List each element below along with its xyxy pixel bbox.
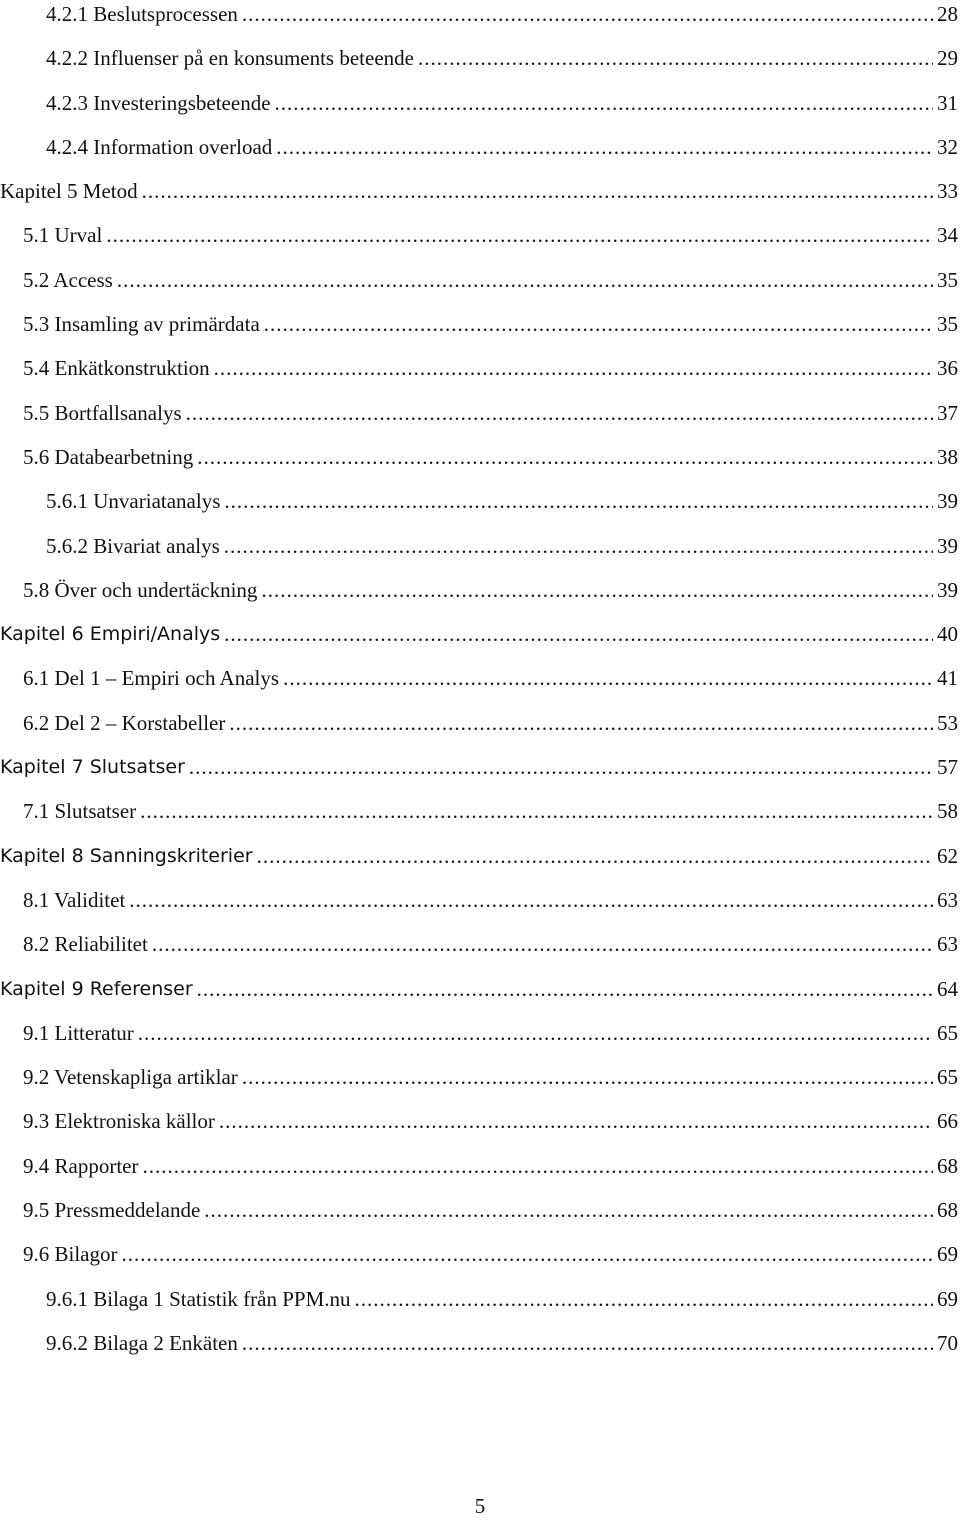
toc-entry-title: 9.6.1 Bilaga 1 Statistik från PPM.nu — [46, 1286, 351, 1311]
toc-entry[interactable] — [0, 346, 960, 390]
toc-entry-page: 58 — [937, 799, 958, 824]
toc-chapter[interactable] — [0, 967, 960, 1011]
toc-entry-page: 35 — [937, 267, 958, 292]
toc-entry-title: 5.1 Urval — [23, 223, 103, 248]
toc-entry-title: 7.1 Slutsatser — [23, 799, 137, 824]
dot-leader — [152, 922, 933, 966]
toc-entry-page: 68 — [937, 1198, 958, 1223]
toc-entry-title: 5.6.2 Bivariat analys — [46, 533, 220, 558]
dot-leader — [229, 701, 933, 745]
toc-entry-title: 5.8 Över och undertäckning — [23, 577, 258, 602]
toc-entry-title: 6.1 Del 1 – Empiri och Analys — [23, 666, 280, 691]
dot-leader — [122, 1232, 934, 1276]
toc-entry[interactable] — [0, 568, 960, 612]
toc-entry[interactable] — [0, 1321, 960, 1365]
toc-entry[interactable] — [0, 701, 960, 745]
toc-entry-page: 57 — [937, 755, 958, 780]
toc-entry-title: Kapitel 5 Metod — [0, 179, 138, 204]
toc-entry-page: 37 — [937, 400, 958, 425]
toc-entry-title: 4.2.1 Beslutsprocessen — [46, 2, 238, 26]
toc-entry-page: 69 — [937, 1242, 958, 1267]
dot-leader — [264, 302, 933, 346]
toc-entry-page: 62 — [937, 843, 958, 868]
toc-entry-page: 28 — [937, 2, 958, 26]
toc-entry[interactable] — [0, 656, 960, 700]
dot-leader — [214, 346, 933, 390]
toc-entry-title: 9.5 Pressmeddelande — [23, 1198, 201, 1223]
dot-leader — [204, 1188, 933, 1232]
toc-entry-title: 5.3 Insamling av primärdata — [23, 312, 260, 337]
toc-entry-page: 39 — [937, 533, 958, 558]
toc-entry[interactable] — [0, 435, 960, 479]
dot-leader — [275, 81, 933, 125]
dot-leader — [418, 36, 933, 80]
toc-entry-page: 39 — [937, 489, 958, 514]
toc-entry[interactable] — [0, 479, 960, 523]
toc-entry[interactable] — [0, 1011, 960, 1055]
toc-entry-title: 9.6 Bilagor — [23, 1242, 118, 1267]
toc-entry-page: 32 — [937, 134, 958, 159]
dot-leader — [138, 1011, 933, 1055]
toc-entry-title: Kapitel 9 Referenser — [0, 977, 193, 1000]
toc-entry-page: 66 — [937, 1109, 958, 1134]
toc-entry-page: 33 — [937, 179, 958, 204]
toc-entry-title: 9.3 Elektroniska källor — [23, 1109, 215, 1134]
toc-entry-page: 29 — [937, 46, 958, 71]
toc-entry-page: 53 — [937, 710, 958, 735]
toc-entry-page: 63 — [937, 887, 958, 912]
toc-entry[interactable] — [0, 1099, 960, 1143]
dot-leader — [186, 391, 933, 435]
dot-leader — [224, 479, 933, 523]
toc-entry-page: 39 — [937, 577, 958, 602]
toc-entry[interactable] — [0, 1232, 960, 1276]
toc-entry-page: 41 — [937, 666, 958, 691]
dot-leader — [224, 524, 933, 568]
toc-entry[interactable] — [0, 1144, 960, 1188]
toc-entry[interactable] — [0, 524, 960, 568]
dot-leader — [355, 1277, 934, 1321]
toc-entry[interactable] — [0, 36, 960, 80]
dot-leader — [242, 1055, 933, 1099]
toc-entry-page: 65 — [937, 1065, 958, 1090]
dot-leader — [142, 1144, 933, 1188]
toc-entry-title: 9.4 Rapporter — [23, 1153, 139, 1178]
toc-entry-page: 35 — [937, 312, 958, 337]
dot-leader — [142, 169, 933, 213]
toc-entry-page: 38 — [937, 444, 958, 469]
toc-entry-title: 6.2 Del 2 – Korstabeller — [23, 710, 226, 735]
toc-entry[interactable] — [0, 302, 960, 346]
toc-entry-page: 36 — [937, 356, 958, 381]
toc-entry[interactable] — [0, 81, 960, 125]
dot-leader — [197, 967, 933, 1011]
dot-leader — [117, 258, 933, 302]
dot-leader — [224, 612, 933, 656]
dot-leader — [106, 213, 933, 257]
toc-chapter[interactable] — [0, 612, 960, 656]
toc-entry-title: Kapitel 8 Sanningskriterier — [0, 844, 253, 867]
toc-entry-title: 5.4 Enkätkonstruktion — [23, 356, 210, 381]
toc-entry-title: 4.2.2 Influenser på en konsuments beteende — [46, 46, 414, 71]
toc-entry-title: 5.5 Bortfallsanalys — [23, 400, 182, 425]
toc-entry-title: 9.6.2 Bilaga 2 Enkäten — [46, 1330, 238, 1355]
toc-entry[interactable] — [0, 213, 960, 257]
toc-entry-page: 70 — [937, 1330, 958, 1355]
toc-chapter[interactable] — [0, 169, 960, 213]
toc-entry[interactable] — [0, 1277, 960, 1321]
page-number: 5 — [474, 1494, 486, 1518]
toc-entry[interactable] — [0, 258, 960, 302]
toc-entry[interactable] — [0, 1055, 960, 1099]
toc-entry[interactable] — [0, 125, 960, 169]
dot-leader — [242, 0, 933, 36]
toc-entry-title: Kapitel 7 Slutsatser — [0, 756, 185, 779]
toc-entry[interactable] — [0, 878, 960, 922]
toc-entry-title: 4.2.3 Investeringsbeteende — [46, 90, 271, 115]
toc-entry-title: 5.2 Access — [23, 267, 113, 292]
toc-entry-title: 5.6.1 Unvariatanalys — [46, 489, 221, 514]
dot-leader — [189, 745, 933, 789]
toc-entry[interactable] — [0, 391, 960, 435]
dot-leader — [276, 125, 933, 169]
dot-leader — [129, 878, 933, 922]
toc-entry-page: 69 — [937, 1286, 958, 1311]
toc-entry-page: 34 — [937, 223, 958, 248]
dot-leader — [283, 656, 933, 700]
dot-leader — [197, 435, 933, 479]
toc-entry[interactable] — [0, 1188, 960, 1232]
toc-entry-page: 31 — [937, 90, 958, 115]
dot-leader — [140, 789, 933, 833]
dot-leader — [257, 834, 933, 878]
toc-entry[interactable] — [0, 0, 960, 36]
toc-entry-title: 9.2 Vetenskapliga artiklar — [23, 1065, 238, 1090]
toc-entry-title: 8.1 Validitet — [23, 887, 126, 912]
toc-entry[interactable] — [0, 922, 960, 966]
toc-chapter[interactable] — [0, 745, 960, 789]
toc-entry[interactable] — [0, 789, 960, 833]
toc-entry-page: 63 — [937, 932, 958, 957]
dot-leader — [261, 568, 933, 612]
toc-entry-title: 8.2 Reliabilitet — [23, 932, 148, 957]
toc-chapter[interactable] — [0, 834, 960, 878]
toc-entry-title: 5.6 Databearbetning — [23, 444, 194, 469]
toc-entry-page: 40 — [937, 622, 958, 647]
toc-entry-page: 68 — [937, 1153, 958, 1178]
toc-entry-page: 64 — [937, 976, 958, 1001]
toc-entry-title: Kapitel 6 Empiri/Analys — [0, 623, 221, 646]
toc-entry-title: 9.1 Litteratur — [23, 1020, 134, 1045]
toc-entry-title: 4.2.4 Information overload — [46, 134, 273, 159]
dot-leader — [242, 1321, 933, 1365]
dot-leader — [219, 1099, 933, 1143]
toc-entry-page: 65 — [937, 1020, 958, 1045]
